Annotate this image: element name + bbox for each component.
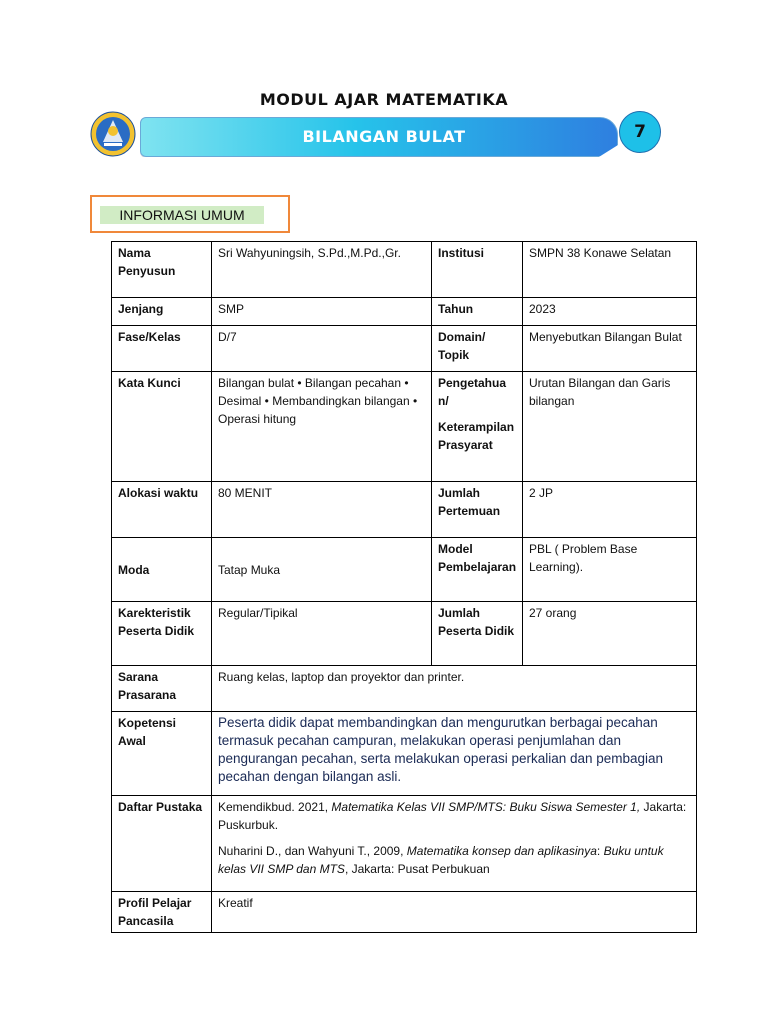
banner-title: BILANGAN BULAT [302, 127, 466, 146]
cell-key: Nama Penyusun [112, 242, 212, 298]
cell-key: Domain/ Topik [432, 326, 523, 372]
cell-value: Kreatif [212, 892, 697, 933]
cell-value: PBL ( Problem Base Learning). [523, 538, 697, 602]
cell-key: Institusi [432, 242, 523, 298]
cell-key: Karekteristik Peserta Didik [112, 602, 212, 666]
cell-value: Bilangan bulat • Bilangan pecahan • Desimal • Membandingkan bilangan • Operasi hitung [212, 372, 432, 482]
table-row [112, 372, 697, 482]
reference-item: Kemendikbud. 2021, Matematika Kelas VII SMP/MTS: Buku Siswa Semester 1, Jakarta: Puskurbuk. [218, 800, 687, 832]
cell-value: 80 MENIT [212, 482, 432, 538]
section-label: INFORMASI UMUM [100, 206, 264, 224]
cell-key [432, 372, 523, 482]
cell-value: Urutan Bilangan dan Garis bilangan [523, 372, 697, 482]
cell-key-part: Pengetahuan/ [438, 376, 507, 408]
cell-key: Profil Pelajar Pancasila [112, 892, 212, 933]
reference-item: Nuharini D., dan Wahyuni T., 2009, Matematika konsep dan aplikasinya: Buku untuk kelas VII SMP dan MTS, Jakarta: Pusat Perbukuan [218, 844, 664, 876]
cell-value: 2023 [523, 298, 697, 326]
cell-value: 2 JP [523, 482, 697, 538]
cell-key: Daftar Pustaka [112, 796, 212, 892]
cell-key: Model Pembelajaran [432, 538, 523, 602]
table-row [112, 602, 697, 666]
cell-value: Menyebutkan Bilangan Bulat [523, 326, 697, 372]
table-row [112, 892, 697, 933]
table-row [112, 326, 697, 372]
cell-value: SMP [212, 298, 432, 326]
grade-badge: 7 [619, 111, 661, 153]
cell-value: Tatap Muka [212, 538, 432, 602]
cell-value: 27 orang [523, 602, 697, 666]
info-table [111, 241, 697, 933]
cell-value [212, 796, 697, 892]
table-row [112, 712, 697, 796]
cell-value: Ruang kelas, laptop dan proyektor dan printer. [212, 666, 697, 712]
cell-key: Jenjang [112, 298, 212, 326]
cell-value: Regular/Tipikal [212, 602, 432, 666]
cell-value: Sri Wahyuningsih, S.Pd.,M.Pd.,Gr. [212, 242, 432, 298]
cell-key: Jumlah Pertemuan [432, 482, 523, 538]
cell-key: Alokasi waktu [112, 482, 212, 538]
module-title: MODUL AJAR MATEMATIKA [259, 90, 509, 109]
table-row [112, 666, 697, 712]
table-row [112, 538, 697, 602]
table-row [112, 482, 697, 538]
table-row [112, 796, 697, 892]
cell-key: Moda [112, 538, 212, 602]
cell-key: Sarana Prasarana [112, 666, 212, 712]
cell-key: Kopetensi Awal [112, 712, 212, 796]
cell-key: Fase/Kelas [112, 326, 212, 372]
cell-key: Jumlah Peserta Didik [432, 602, 523, 666]
tut-wuri-handayani-logo-icon [90, 111, 136, 157]
cell-key: Tahun [432, 298, 523, 326]
table-row [112, 242, 697, 298]
table-row [112, 298, 697, 326]
cell-value: D/7 [212, 326, 432, 372]
cell-key-part: Keterampilan Prasyarat [438, 420, 515, 452]
cell-value: Peserta didik dapat membandingkan dan mengurutkan berbagai pecahan termasuk pecahan campuran, melakukan operasi penjumlahan dan pengurangan pecahan, serta melakukan operasi perkalian dan pembagian pecahan dengan bilangan asli. [212, 712, 697, 796]
cell-key: Kata Kunci [112, 372, 212, 482]
cell-value: SMPN 38 Konawe Selatan [523, 242, 697, 298]
